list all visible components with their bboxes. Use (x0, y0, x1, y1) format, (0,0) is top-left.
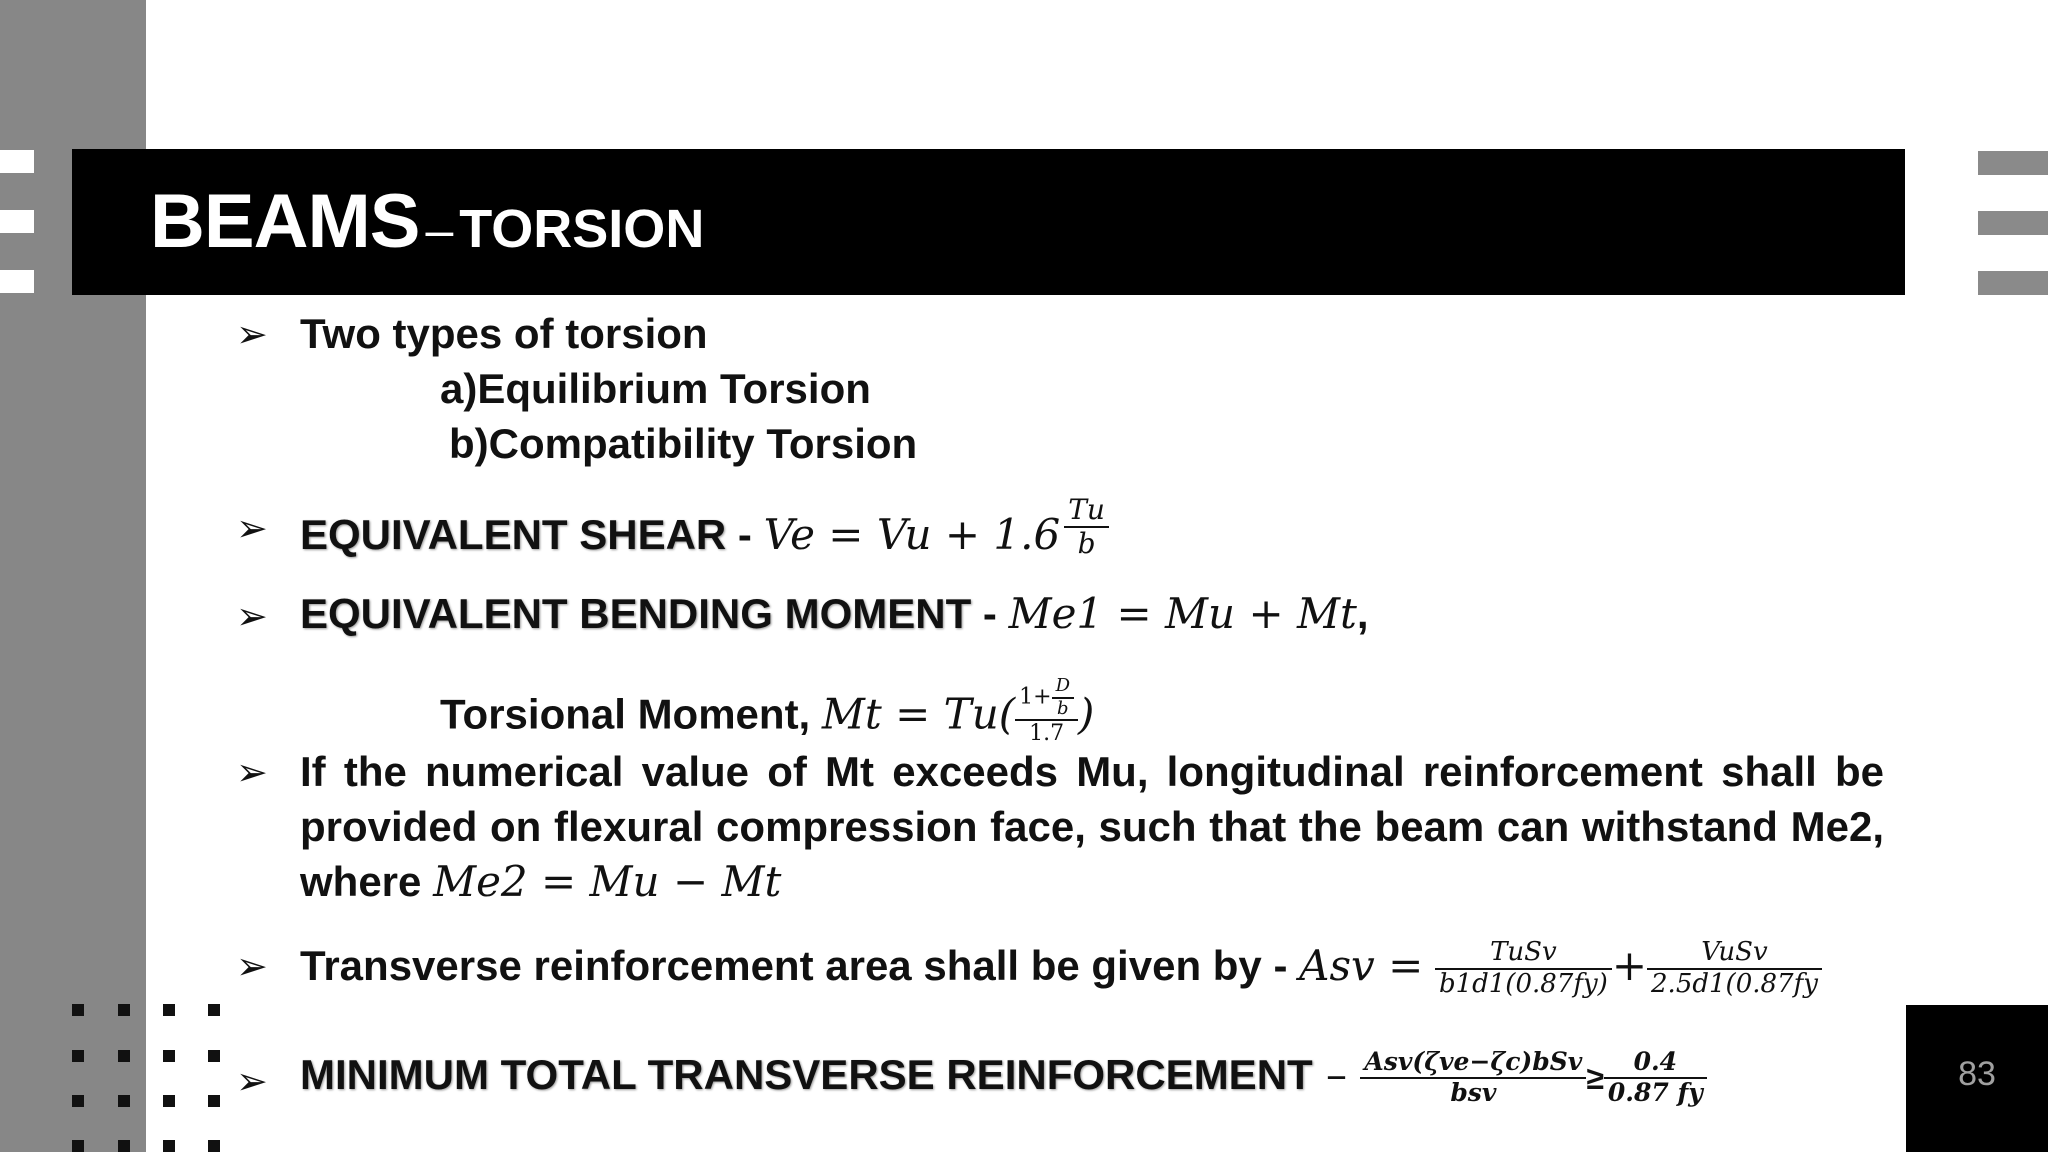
mt-exceeds-text: If the numerical value of Mt exceeds Mu, longitudinal reinforcement shall be provided on flexural compression face, such that the beam can withstand Me2, where (300, 748, 1884, 905)
torsion-types-text: Two types of torsion (300, 310, 708, 357)
bullet-arrow-icon: ➢ (236, 1061, 268, 1103)
equivalent-bm-formula: Me1 = Mu + Mt (1008, 589, 1357, 638)
fraction-denominator: b (1077, 527, 1096, 561)
equivalent-shear-label: EQUIVALENT SHEAR (300, 511, 727, 559)
mt-exceeds-paragraph (300, 744, 1884, 909)
deco-bar-right (1978, 151, 2048, 175)
separator: - (726, 511, 764, 559)
plus-sign: + (1611, 940, 1648, 990)
equivalent-shear-formula: Ve = Vu + 1.6 (763, 510, 1061, 560)
minimum-transverse-line (300, 1048, 1707, 1108)
page-number: 83 (1958, 1055, 1996, 1093)
comma: , (1356, 590, 1369, 637)
geq-sign: ≥ (1586, 1059, 1604, 1096)
torsional-moment-label: Torsional Moment, (440, 690, 822, 738)
deco-bar-right (1978, 271, 2048, 295)
torsional-moment-line (440, 676, 1094, 747)
transverse-label: Transverse reinforcement area shall be given by - (300, 941, 1300, 989)
fraction-denominator: 0.87 fy (1607, 1077, 1703, 1107)
closing-paren: ) (1078, 689, 1095, 739)
title-dash: – (425, 202, 454, 258)
deco-bar-left (0, 210, 34, 233)
deco-bar-right (1978, 211, 2048, 235)
type-a-text: a)Equilibrium Torsion (440, 365, 871, 412)
bullet-arrow-icon: ➢ (236, 596, 268, 638)
bullet-arrow-icon: ➢ (236, 752, 268, 794)
title-main: BEAMS (150, 179, 420, 264)
deco-bar-left (0, 270, 34, 293)
equivalent-shear-fraction (1064, 494, 1109, 560)
bullet-arrow-icon: ➢ (236, 314, 268, 356)
fraction-numerator: Asv(ζve−ζc)bSv (1360, 1048, 1586, 1079)
torsional-moment-formula: Mt = Tu( (821, 689, 1016, 739)
bullet-arrow-icon: ➢ (236, 508, 268, 550)
fraction-denominator: 1.7 (1029, 721, 1065, 747)
transverse-fraction-2 (1647, 938, 1822, 1000)
fraction-denominator: b (1057, 697, 1069, 719)
transverse-line (300, 938, 1822, 1000)
minimum-fraction-1 (1360, 1048, 1586, 1108)
equivalent-shear-line (300, 494, 1109, 560)
fraction-numerator: D (1052, 676, 1074, 699)
me2-formula: Me2 = Mu − Mt (433, 857, 782, 906)
fraction-denominator: b1d1(0.87fy) (1438, 968, 1608, 999)
slide-title (150, 178, 704, 265)
deco-bar-left (0, 150, 34, 173)
dot-grid-decoration (72, 1004, 234, 1152)
bullet-arrow-icon: ➢ (236, 946, 268, 988)
fraction-numerator: Tu (1064, 494, 1109, 528)
transverse-fraction-1 (1435, 938, 1612, 1000)
fraction-denominator: 2.5d1(0.87fy (1651, 968, 1818, 999)
numerator-term: 1+ (1019, 684, 1052, 710)
equivalent-bm-label: EQUIVALENT BENDING MOMENT (300, 590, 972, 637)
title-sub: TORSION (459, 199, 705, 259)
minimum-fraction-2 (1604, 1048, 1707, 1108)
separator: – (1312, 1049, 1361, 1099)
nested-fraction (1052, 676, 1074, 719)
torsional-moment-fraction (1015, 676, 1078, 747)
type-b-text: b)Compatibility Torsion (449, 420, 918, 467)
equivalent-bm-line (300, 590, 1369, 638)
minimum-transverse-label: MINIMUM TOTAL TRANSVERSE REINFORCEMENT (300, 1050, 1313, 1098)
separator: - (971, 590, 1009, 637)
fraction-numerator: VuSv (1647, 938, 1822, 970)
transverse-lhs: Asv = (1299, 940, 1424, 990)
fraction-numerator (1015, 676, 1078, 721)
fraction-numerator: TuSv (1435, 938, 1612, 970)
fraction-denominator: bsv (1450, 1077, 1497, 1107)
fraction-numerator: 0.4 (1604, 1048, 1707, 1079)
